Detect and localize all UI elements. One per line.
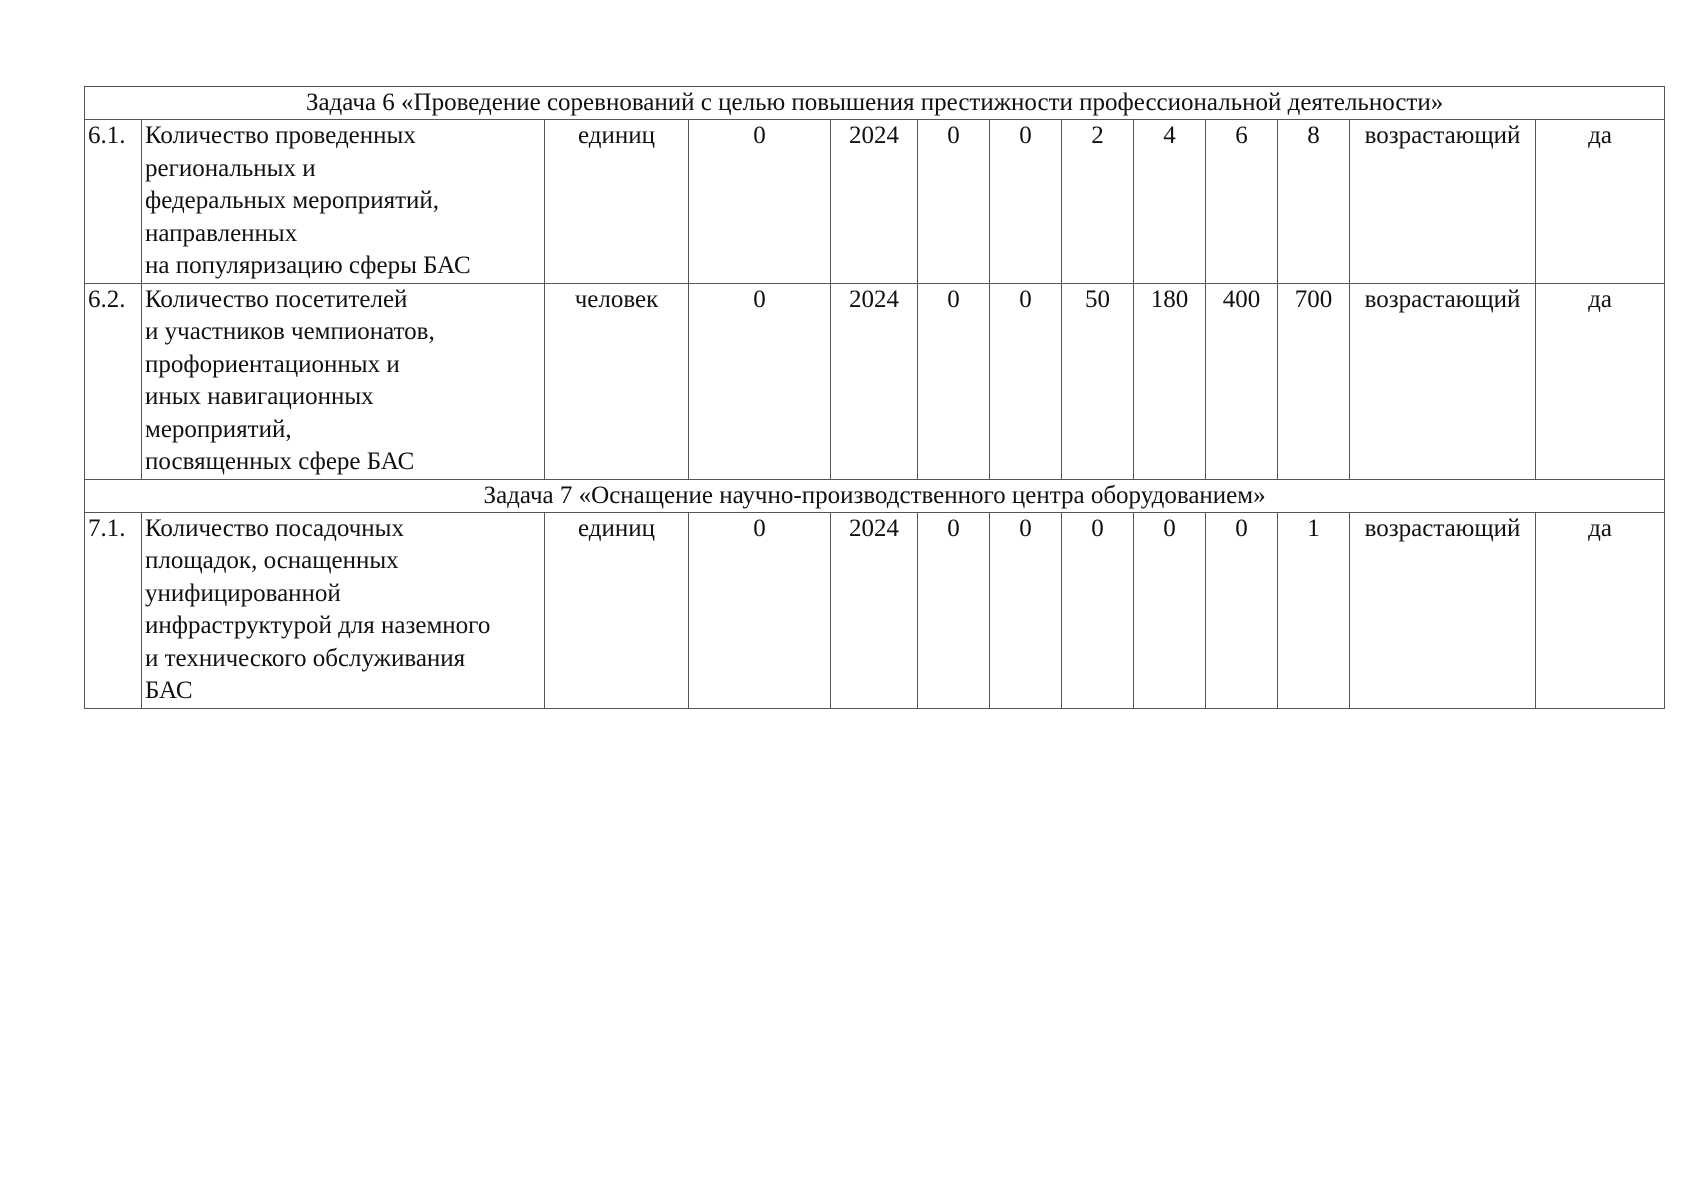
indicator-name-line: профориентационных и bbox=[145, 350, 400, 378]
indicator-name-line: посвященных сфере БАС bbox=[145, 448, 415, 475]
indicator-name-line: иных навигационных bbox=[145, 383, 374, 410]
value-cell: 4 bbox=[1134, 120, 1206, 284]
row-number: 6.1. bbox=[85, 120, 142, 284]
value-cell: 0 bbox=[990, 512, 1062, 708]
table-row bbox=[85, 283, 1665, 479]
value-cell: 0 bbox=[990, 283, 1062, 479]
indicator-name-line: Количество проведенных bbox=[145, 122, 416, 149]
indicator-name bbox=[142, 283, 545, 479]
base-year-cell: 2024 bbox=[831, 283, 918, 479]
indicator-name-line: Количество посетителей bbox=[145, 285, 408, 313]
value-cell: 0 bbox=[918, 283, 990, 479]
indicator-name-line: площадок, оснащенных bbox=[145, 547, 399, 574]
value-cell: 400 bbox=[1206, 283, 1278, 479]
row-number: 7.1. bbox=[85, 512, 142, 708]
base-value-cell: 0 bbox=[689, 512, 831, 708]
trend-cell: возрастающий bbox=[1350, 283, 1536, 479]
value-cell: 0 bbox=[918, 120, 990, 284]
trend-cell: возрастающий bbox=[1350, 512, 1536, 708]
indicator-name-line: и технического обслуживания bbox=[145, 644, 466, 672]
value-cell: 180 bbox=[1134, 283, 1206, 479]
task-title: Задача 6 «Проведение соревнований с целью повышения престижности профессиональной деятельности» bbox=[85, 87, 1665, 120]
value-cell: 50 bbox=[1062, 283, 1134, 479]
unit-cell: единиц bbox=[545, 120, 689, 284]
base-value-cell: 0 bbox=[689, 283, 831, 479]
indicator-name-line: Количество посадочных bbox=[145, 514, 404, 542]
unit-cell: единиц bbox=[545, 512, 689, 708]
base-value-cell: 0 bbox=[689, 120, 831, 284]
value-cell: 0 bbox=[990, 120, 1062, 284]
value-cell: 6 bbox=[1206, 120, 1278, 284]
indicator-name bbox=[142, 120, 545, 284]
table-row bbox=[85, 512, 1665, 708]
value-cell: 0 bbox=[1062, 512, 1134, 708]
indicator-name-line: федеральных мероприятий, bbox=[145, 187, 440, 214]
value-cell: 0 bbox=[1206, 512, 1278, 708]
flag-cell: да bbox=[1536, 512, 1665, 708]
indicator-name-line: направленных bbox=[145, 219, 298, 247]
value-cell: 8 bbox=[1278, 120, 1350, 284]
indicator-name-line: инфраструктурой для наземного bbox=[145, 612, 491, 639]
row-number: 6.2. bbox=[85, 283, 142, 479]
indicator-name-line: мероприятий, bbox=[145, 415, 292, 443]
indicator-name-line: и участников чемпионатов, bbox=[145, 318, 435, 345]
value-cell: 0 bbox=[918, 512, 990, 708]
indicator-name-line: унифицированной bbox=[145, 579, 341, 607]
task-title: Задача 7 «Оснащение научно-производственного центра оборудованием» bbox=[85, 479, 1665, 512]
flag-cell: да bbox=[1536, 283, 1665, 479]
indicator-name-line: региональных и bbox=[145, 154, 316, 182]
task-row bbox=[85, 87, 1665, 120]
table-row bbox=[85, 120, 1665, 284]
trend-cell: возрастающий bbox=[1350, 120, 1536, 284]
task-row bbox=[85, 479, 1665, 512]
value-cell: 700 bbox=[1278, 283, 1350, 479]
value-cell: 1 bbox=[1278, 512, 1350, 708]
base-year-cell: 2024 bbox=[831, 512, 918, 708]
base-year-cell: 2024 bbox=[831, 120, 918, 284]
indicator-name-line: на популяризацию сферы БАС bbox=[145, 252, 471, 279]
unit-cell: человек bbox=[545, 283, 689, 479]
indicators-table bbox=[84, 86, 1665, 709]
value-cell: 2 bbox=[1062, 120, 1134, 284]
indicator-name bbox=[142, 512, 545, 708]
indicator-name-line: БАС bbox=[145, 677, 193, 704]
value-cell: 0 bbox=[1134, 512, 1206, 708]
flag-cell: да bbox=[1536, 120, 1665, 284]
